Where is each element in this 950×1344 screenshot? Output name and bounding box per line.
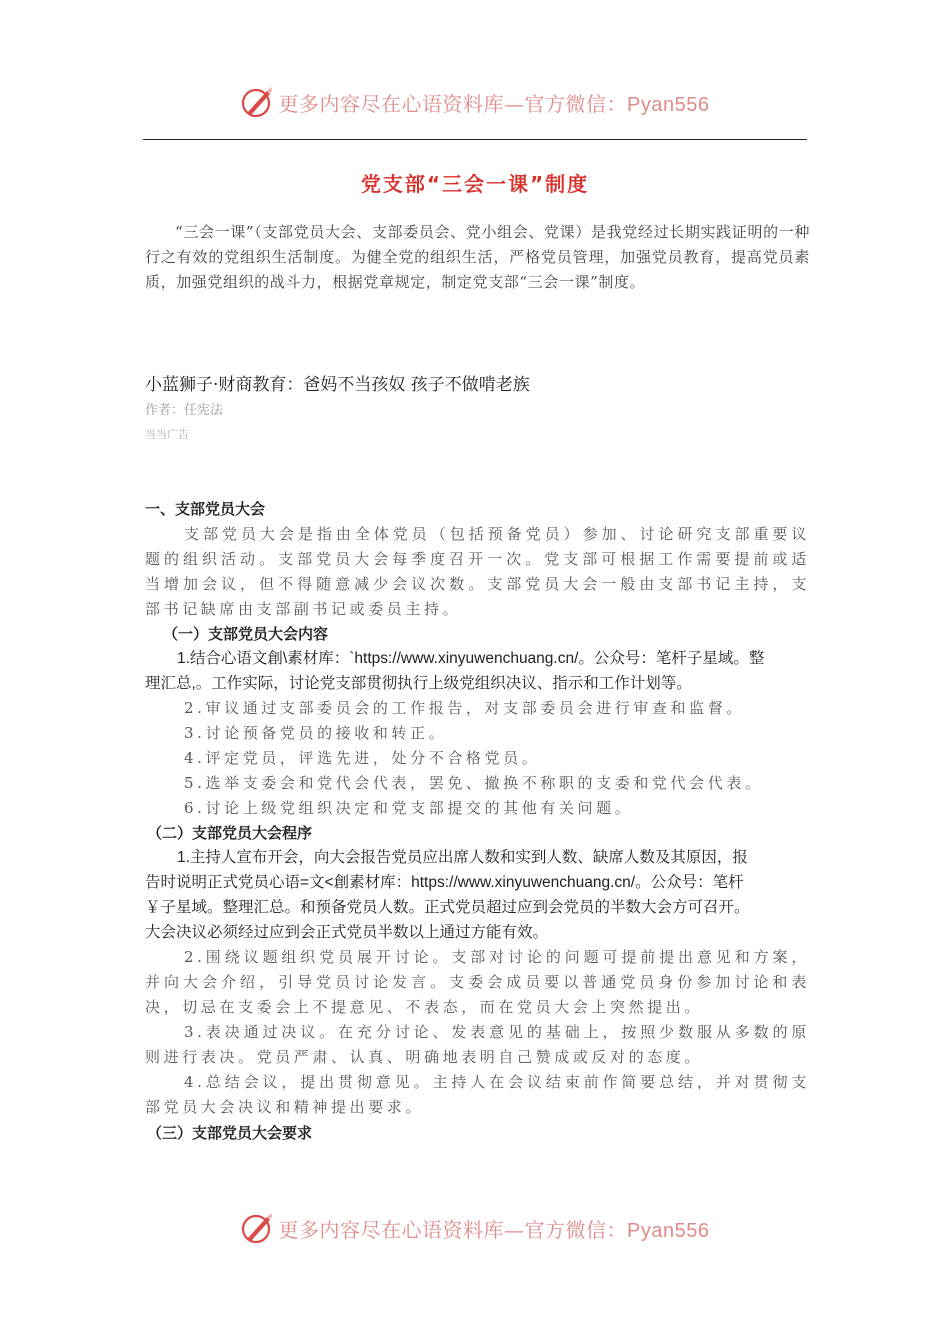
procedure-1-line4: 大会决议必须经过应到会正式党员半数以上通过方能有效。 (145, 924, 549, 941)
content-item-3: 3.讨论预备党员的接收和转正。 (184, 724, 448, 742)
section-heading: 一、支部党员大会 (145, 500, 266, 518)
procedure-1-line1: 1.主持人宣布开会，向大会报告党员应出席人数和实到人数、缺席人数及其原因，报 (177, 849, 748, 866)
document-title: 党支部“三会一课”制度 (360, 172, 590, 196)
section-body: 支部党员大会是指由全体党员（包括预备党员）参加、讨论研究支部重要议题的组织活动。支部党员大会每季度召开一次。党支部可根据工作需要提前或适当增加会议，但不得随意减少会议次数。支部党员大会一般由支部书记主持，支部书记缺席由支部副书记或委员主持。 (145, 525, 810, 618)
ad-label: 当当广告 (145, 428, 189, 441)
intro-paragraph: “三会一课”（支部党员大会、支部委员会、党小组会、党课）是我党经过长期实践证明的一种行之有效的党组织生活制度。为健全党的组织生活，严格党员管理，加强党员教育，提高党员素质，加强党组织的战斗力，根据党章规定，制定党支部“三会一课”制度。 (145, 223, 810, 291)
quill-logo-icon (241, 1211, 275, 1245)
subsection-heading-content: （一）支部党员大会内容 (163, 625, 329, 643)
ad-author: 作者：任宪法 (145, 403, 224, 418)
procedure-1-line2: 告时说明正式党员心语=文<創素材库：https://www.xinyuwenchuang.cn/。公众号：笔杆 (145, 874, 744, 891)
procedure-2: 2.围绕议题组织党员展开讨论。支部对讨论的问题可提前提出意见和方案，并向大会介绍，引导党员讨论发言。支委会成员要以普通党员身份参加讨论和表决，切忌在支委会上不提意见、不表态，而在党员大会上突然提出。 (145, 948, 810, 1016)
content-item-1-line1: 1.结合心语文創\素材库：`https://www.xinyuwenchuang.cn/。公众号：笔杆子星域。整 (177, 650, 765, 667)
header-banner (0, 82, 950, 122)
banner-text: 更多内容尽在心语资料库—官方微信：Pyan556 (278, 1217, 710, 1242)
procedure-3: 3.表决通过决议。在充分讨论、发表意见的基础上，按照少数服从多数的原则进行表决。党员严肃、认真、明确地表明自己赞成或反对的态度。 (145, 1023, 810, 1066)
content-item-6: 6.讨论上级党组织决定和党支部提交的其他有关问题。 (184, 799, 634, 817)
subsection-heading-requirements: （三）支部党员大会要求 (147, 1124, 313, 1142)
content-item-2: 2.审议通过支部委员会的工作报告，对支部委员会进行审查和监督。 (184, 699, 745, 717)
quill-logo-icon (241, 85, 275, 119)
procedure-1-line3: ￥子星域。整理汇总。和预备党员人数。正式党员超过应到会党员的半数大会方可召开。 (145, 899, 750, 916)
content-item-1-line2: 理汇总,。工作实际，讨论党支部贯彻执行上级党组织决议、指示和工作计划等。 (145, 675, 692, 692)
banner-text: 更多内容尽在心语资料库—官方微信：Pyan556 (278, 91, 710, 116)
procedure-4: 4.总结会议，提出贯彻意见。主持人在会议结束前作简要总结，并对贯彻支部党员大会决议和精神提出要求。 (145, 1073, 810, 1116)
subsection-heading-procedure: （二）支部党员大会程序 (147, 824, 313, 842)
footer-banner (0, 1208, 950, 1248)
ad-title[interactable]: 小蓝狮子·财商教育：爸妈不当孩奴 孩子不做啃老族 (145, 375, 530, 395)
content-item-5: 5.选举支委会和党代会代表，罢免、撤换不称职的支委和党代会代表。 (184, 774, 764, 792)
content-item-4: 4.评定党员，评选先进，处分不合格党员。 (184, 749, 541, 767)
header-divider (143, 139, 807, 140)
